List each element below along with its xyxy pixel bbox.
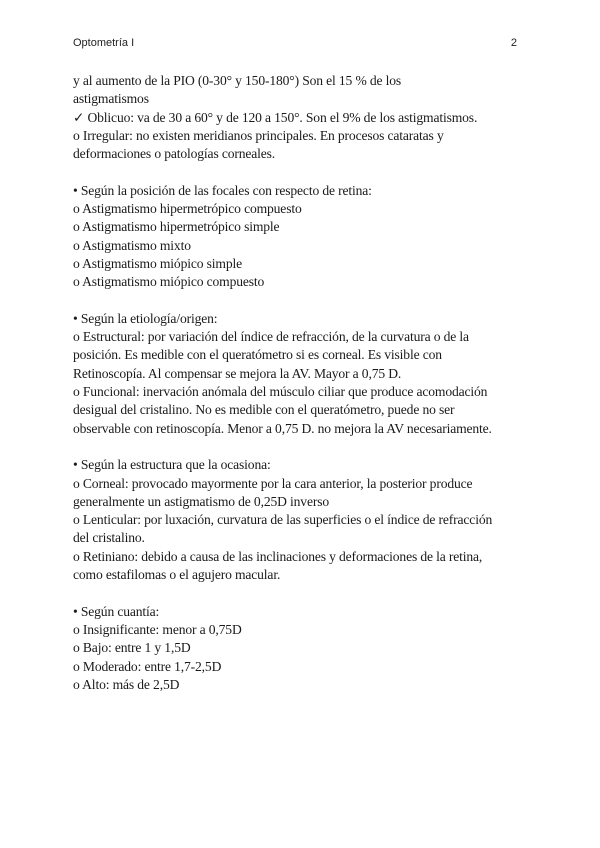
text-line: o Funcional: inervación anómala del músculo ciliar que produce acomodación xyxy=(73,384,488,400)
text-line: como estafilomas o el agujero macular. xyxy=(73,567,281,583)
text-line: Retinoscopía. Al compensar se mejora la AV. Mayor a 0,75 D. xyxy=(73,365,402,381)
text-line: o Alto: más de 2,5D xyxy=(73,676,180,692)
paragraph-gap xyxy=(73,163,523,181)
paragraph-gap xyxy=(73,292,523,310)
text-line: • Según la estructura que la ocasiona: xyxy=(73,457,271,473)
paragraph-gap xyxy=(73,584,523,602)
text-line: o Astigmatismo hipermetrópico simple xyxy=(73,219,280,235)
text-line: o Bajo: entre 1 y 1,5D xyxy=(73,640,191,656)
text-line: generalmente un astigmatismo de 0,25D inverso xyxy=(73,493,329,509)
page-number: 2 xyxy=(510,37,517,49)
text-line: desigual del cristalino. No es medible con el queratómetro, puede no ser xyxy=(73,402,455,418)
text-line: • Según la posición de las focales con respecto de retina: xyxy=(73,182,372,198)
text-line: o Astigmatismo miópico simple xyxy=(73,255,242,271)
text-line: o Insignificante: menor a 0,75D xyxy=(73,621,242,637)
text-line: y al aumento de la PIO (0-30° y 150-180°) Son el 15 % de los xyxy=(73,73,402,88)
text-line: • Según la etiología/origen: xyxy=(73,310,218,326)
text-line: posición. Es medible con el queratómetro si es corneal. Es visible con xyxy=(73,347,442,363)
page-header xyxy=(73,37,517,51)
text-line: o Retiniano: debido a causa de las inclinaciones y deformaciones de la retina, xyxy=(73,548,483,564)
text-line: o Lenticular: por luxación, curvatura de las superficies o el índice de refracción xyxy=(73,512,493,528)
text-line: o Estructural: por variación del índice de refracción, de la curvatura o de la xyxy=(73,329,469,345)
text-line: • Según cuantía: xyxy=(73,603,160,619)
header-title: Optometría I xyxy=(73,37,135,49)
text-line: ✓ Oblicuo: va de 30 a 60° y de 120 a 150°. Son el 9% de los astigmatismos. xyxy=(73,109,478,125)
text-line: o Irregular: no existen meridianos principales. En procesos cataratas y xyxy=(73,127,444,143)
text-line: o Astigmatismo miópico compuesto xyxy=(73,274,265,290)
text-line: o Astigmatismo mixto xyxy=(73,237,191,253)
text-line: o Astigmatismo hipermetrópico compuesto xyxy=(73,201,302,217)
text-line: o Moderado: entre 1,7-2,5D xyxy=(73,658,222,674)
text-line: o Corneal: provocado mayormente por la cara anterior, la posterior produce xyxy=(73,475,473,491)
document-body xyxy=(73,72,523,694)
text-line: observable con retinoscopía. Menor a 0,75 D. no mejora la AV necesariamente. xyxy=(73,420,492,436)
text-line: deformaciones o patologías corneales. xyxy=(73,146,276,162)
text-line: del cristalino. xyxy=(73,530,145,546)
paragraph-gap xyxy=(73,438,523,456)
text-line: astigmatismos xyxy=(73,91,149,107)
